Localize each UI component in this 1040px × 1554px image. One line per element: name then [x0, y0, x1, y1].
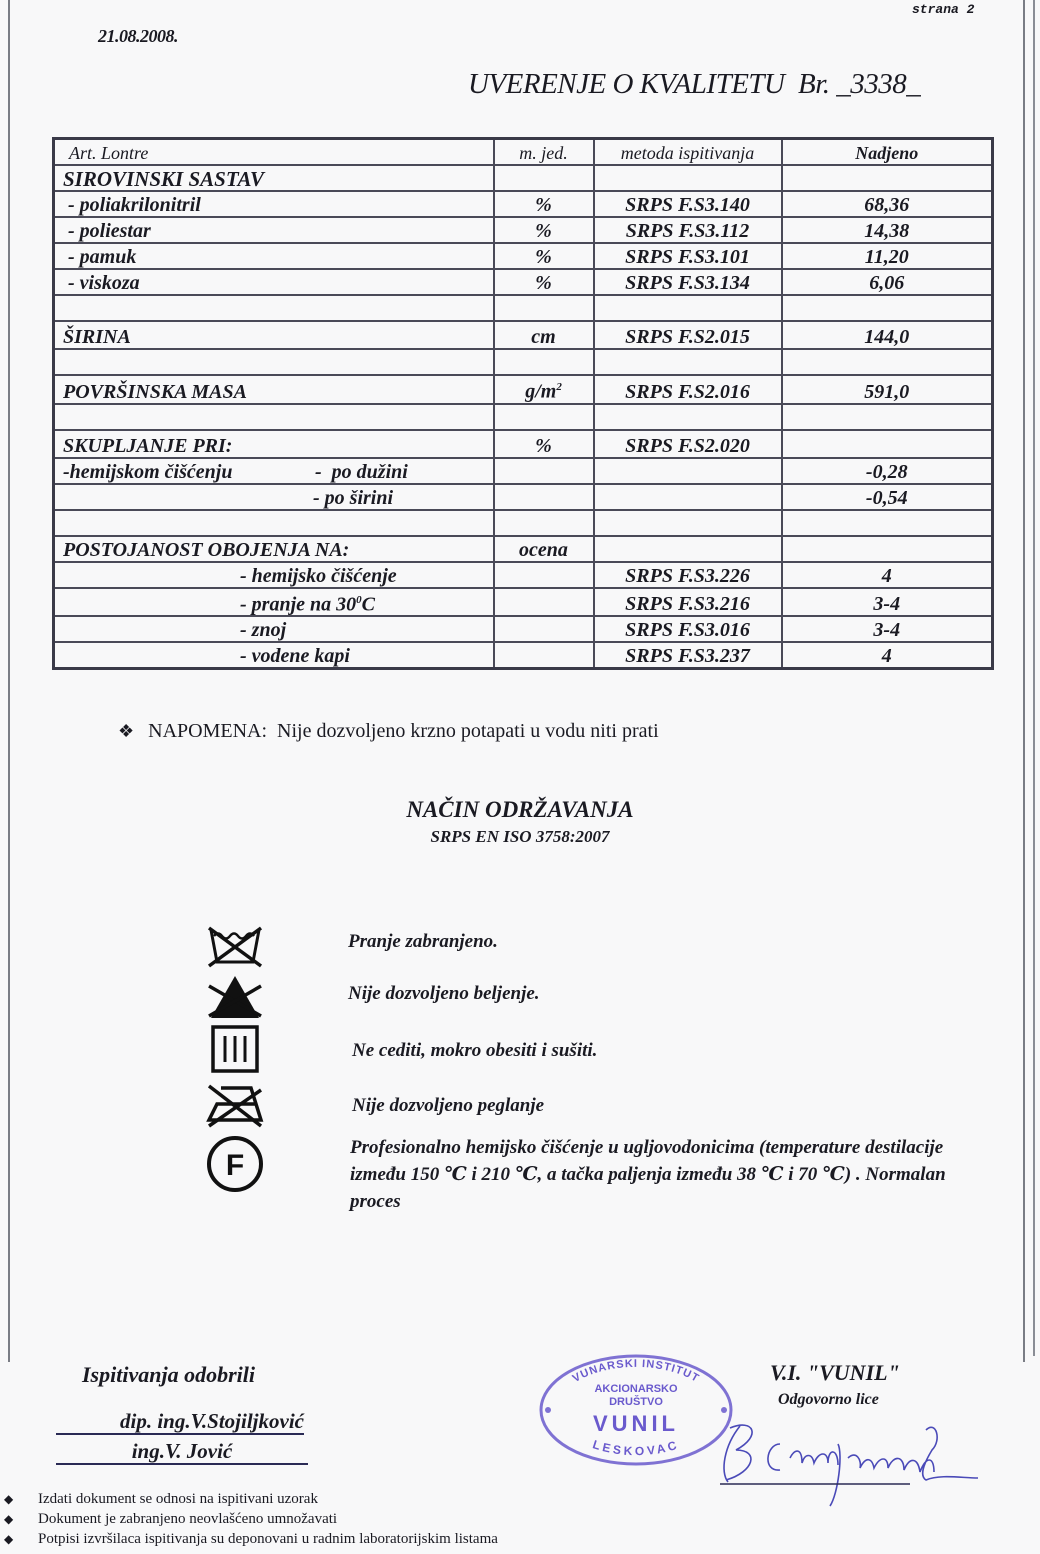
responsible-label: Odgovorno lice [778, 1391, 879, 1408]
col-header-unit: m. jed. [494, 139, 594, 166]
row-label: - viskoza [54, 269, 494, 295]
footer-text: Dokument je zabranjeno neovlašćeno umnožavati [38, 1511, 338, 1527]
row-method: SRPS F.S3.016 [594, 616, 782, 642]
unit-superscript: 2 [556, 381, 562, 393]
row-method: SRPS F.S3.216 [594, 588, 782, 617]
label-suffix: C [361, 593, 375, 616]
footer-item [4, 1529, 498, 1549]
row-unit: % [494, 191, 594, 217]
care-title: NAČIN ODRŽAVANJA [406, 797, 634, 822]
empty-cell [494, 616, 594, 642]
table-row [54, 642, 993, 669]
empty-cell [594, 536, 782, 562]
row-label [54, 588, 494, 617]
row-value: 591,0 [782, 375, 993, 404]
company-stamp [536, 1348, 736, 1468]
page-edge-left [8, 0, 10, 1362]
table-row [54, 562, 993, 588]
handwritten-signature [720, 1412, 990, 1512]
drip-dry-icon [205, 1024, 265, 1074]
row-value: 4 [782, 562, 993, 588]
row-method: SRPS F.S3.140 [594, 191, 782, 217]
row-label: ŠIRINA [54, 321, 494, 349]
empty-cell [494, 562, 594, 588]
stamp-center: VUNIL [593, 1411, 679, 1436]
spacer-row [54, 510, 993, 536]
row-value: -0,54 [782, 484, 993, 510]
care-text-dry-clean: Profesionalno hemijsko čišćenje u ugljovodonicima (temperature destilacije između 150 ℃ i 210 ℃, a tačka paljenja između 38 ℃ i 70 ℃) . Normalan proces [350, 1137, 946, 1212]
label-text: - pranje na 30 [240, 593, 357, 616]
row-label: - vodene kapi [54, 642, 494, 669]
document-title [468, 68, 920, 101]
spacer-row [54, 404, 993, 430]
degree-superscript: 0 [356, 593, 362, 606]
empty-cell [782, 165, 993, 191]
sub-label: -hemijskom čišćenju [63, 460, 233, 483]
diamond-cluster-icon: ❖ [118, 721, 135, 741]
care-text-no-washing: Pranje zabranjeno. [348, 931, 498, 952]
care-text-drip-dry: Ne cediti, mokro obesiti i sušiti. [352, 1040, 598, 1061]
empty-cell [782, 430, 993, 458]
page-number: strana 2 [912, 2, 975, 17]
document-date: 21.08.2008. [98, 26, 178, 46]
stamp-bottom-text [591, 1437, 681, 1458]
spacer-row [54, 349, 993, 375]
section-shrinkage [54, 430, 993, 458]
empty-cell [494, 588, 594, 617]
row-label: - pamuk [54, 243, 494, 269]
empty-cell [494, 458, 594, 484]
care-letter: F [225, 1149, 245, 1182]
document-title-text: UVERENJE O KVALITETU Br. _3338_ [468, 68, 921, 100]
row-value: 11,20 [782, 243, 993, 269]
row-method: SRPS F.S2.020 [594, 430, 782, 458]
page-edge-right [1023, 0, 1025, 1362]
row-unit: % [494, 243, 594, 269]
row-value: 3-4 [782, 588, 993, 617]
approver-1: dip. ing.V.Stojiljković [56, 1409, 304, 1435]
row-unit: % [494, 217, 594, 243]
stamp-line2: DRUŠTVO [609, 1396, 663, 1408]
row-method: SRPS F.S3.101 [594, 243, 782, 269]
col-header-found: Nadjeno [782, 139, 993, 166]
diamond-icon: ◆ [4, 1492, 14, 1506]
section-heading: SKUPLJANJE PRI: [54, 430, 494, 458]
empty-cell [494, 165, 594, 191]
section-fastness [54, 536, 993, 562]
col-header-method: metoda ispitivanja [594, 139, 782, 166]
care-text-no-ironing: Nije dozvoljeno peglanje [352, 1095, 545, 1116]
no-bleach-icon [205, 972, 265, 1022]
diamond-icon: ◆ [4, 1512, 14, 1526]
row-value: 3-4 [782, 616, 993, 642]
stamp-line1: AKCIONARSKO [594, 1383, 678, 1395]
empty-cell [782, 536, 993, 562]
no-washing-icon [205, 924, 265, 968]
section-heading: SIROVINSKI SASTAV [54, 165, 494, 191]
table-row [54, 269, 993, 295]
diamond-icon: ◆ [4, 1532, 14, 1546]
no-ironing-icon [205, 1082, 265, 1130]
footer-item [4, 1489, 498, 1509]
row-value: 4 [782, 642, 993, 669]
stamp-bottom: LESKOVAC [590, 1437, 682, 1459]
section-composition [54, 165, 993, 191]
empty-cell [594, 484, 782, 510]
row-label: - znoj [54, 616, 494, 642]
row-method: SRPS F.S3.112 [594, 217, 782, 243]
table-row [54, 217, 993, 243]
table-header-row [54, 139, 993, 166]
footer-notes [4, 1489, 498, 1549]
dry-clean-f-icon [205, 1134, 265, 1194]
table-row-width [54, 321, 993, 349]
row-method: SRPS F.S3.237 [594, 642, 782, 669]
care-standard: SRPS EN ISO 3758:2007 [430, 827, 610, 846]
table-row [54, 484, 993, 510]
table-row [54, 458, 993, 484]
row-unit [494, 375, 594, 404]
footer-text: Potpisi izvršilaca ispitivanja su deponovani u radnim laboratorijskim listama [38, 1531, 498, 1547]
empty-cell [594, 458, 782, 484]
row-unit: cm [494, 321, 594, 349]
empty-cell [594, 165, 782, 191]
note [118, 720, 659, 743]
row-label: - hemijsko čišćenje [54, 562, 494, 588]
empty-cell [494, 642, 594, 669]
row-value: 6,06 [782, 269, 993, 295]
row-label: - poliakrilonitril [54, 191, 494, 217]
stamp-top: VUNARSKI INSTITUT [570, 1357, 702, 1385]
row-unit: % [494, 430, 594, 458]
table-row [54, 191, 993, 217]
row-value: -0,28 [782, 458, 993, 484]
table-row [54, 588, 993, 617]
row-value: 14,38 [782, 217, 993, 243]
empty-cell [494, 484, 594, 510]
page-edge-right-outer [1033, 0, 1035, 1356]
sub-direction: - po dužini [315, 460, 408, 483]
unit-text: g/m [525, 380, 557, 403]
row-method: SRPS F.S2.015 [594, 321, 782, 349]
row-unit: % [494, 269, 594, 295]
spacer-row [54, 295, 993, 321]
row-method: SRPS F.S2.016 [594, 375, 782, 404]
row-value: 68,36 [782, 191, 993, 217]
col-header-item: Art. Lontre [54, 139, 494, 166]
row-label: - poliestar [54, 217, 494, 243]
table-row [54, 243, 993, 269]
organization-name: V.I. "VUNIL" [770, 1360, 900, 1385]
footer-item [4, 1509, 498, 1529]
row-method: SRPS F.S3.226 [594, 562, 782, 588]
results-table [52, 137, 994, 670]
row-method: SRPS F.S3.134 [594, 269, 782, 295]
row-value: 144,0 [782, 321, 993, 349]
row-label [54, 458, 494, 484]
approved-label: Ispitivanja odobrili [82, 1362, 255, 1387]
row-label: POVRŠINSKA MASA [54, 375, 494, 404]
row-unit: ocena [494, 536, 594, 562]
section-heading: POSTOJANOST OBOJENJA NA: [54, 536, 494, 562]
care-text-no-bleach: Nije dozvoljeno beljenje. [348, 983, 540, 1004]
row-label: - po širini [54, 484, 494, 510]
approver-2: ing.V. Jović [56, 1439, 308, 1465]
footer-text: Izdati dokument se odnosi na ispitivani uzorak [38, 1491, 318, 1507]
note-text: NAPOMENA: Nije dozvoljeno krzno potapati u vodu niti prati [148, 720, 659, 742]
table-row-mass [54, 375, 993, 404]
table-row [54, 616, 993, 642]
